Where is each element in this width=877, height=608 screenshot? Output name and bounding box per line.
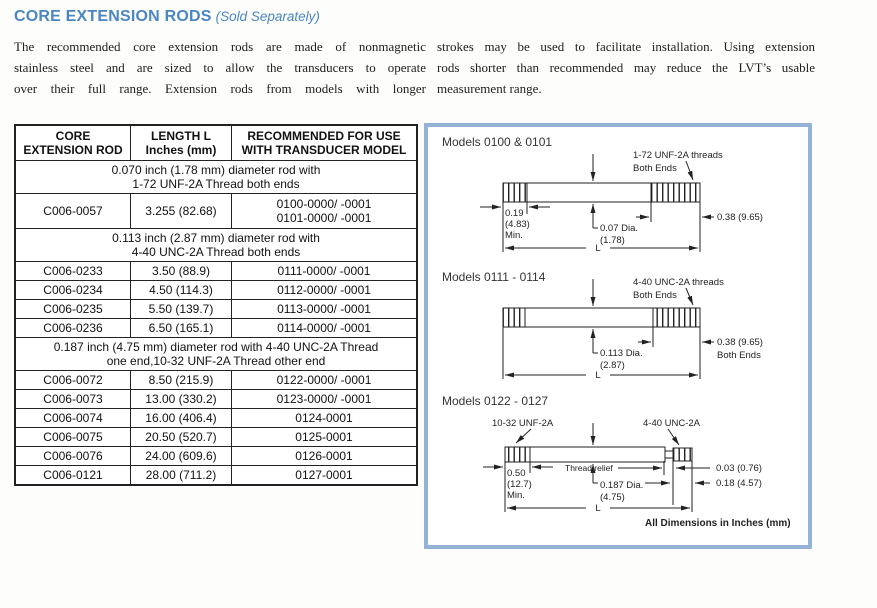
dim-label: 0.19	[505, 208, 524, 219]
dim-label: 0.03 (0.76)	[716, 463, 762, 474]
thread-relief-label: Thread relief	[565, 463, 613, 473]
dimension-diagrams-panel	[424, 123, 812, 549]
dim-label: (4.75)	[600, 492, 625, 503]
thread-left	[505, 447, 530, 462]
thread-relief-neck	[665, 451, 673, 458]
rod-cell: C006-0121	[15, 466, 131, 486]
thread-label: 4-40 UNC-2A threads	[633, 277, 724, 288]
dim-label: 0.50	[507, 468, 526, 479]
core-extension-rod-table	[14, 124, 418, 486]
dim-label: (4.83)	[505, 219, 530, 230]
dim-label: 0.07 Dia.	[600, 223, 639, 234]
section-note-line: 1-72 UNF-2A Thread both ends	[132, 177, 300, 191]
rod-cell: C006-0075	[15, 428, 131, 447]
models-cell-line: 0100-0000/ -0001	[276, 197, 372, 211]
length-cell: 5.50 (139.7)	[131, 300, 232, 319]
table-row	[15, 300, 417, 319]
section-note-row	[15, 338, 417, 371]
page-title	[14, 8, 320, 26]
dim-label: Min.	[505, 230, 523, 241]
length-cell: 4.50 (114.3)	[131, 281, 232, 300]
models-cell: 0111-0000/ -0001	[232, 262, 418, 281]
rod-cell: C006-0073	[15, 390, 131, 409]
models-cell: 0114-0000/ -0001	[232, 319, 418, 338]
thread-left	[503, 183, 527, 202]
dim-label: (12.7)	[507, 479, 532, 490]
models-cell-line: 0101-0000/ -0001	[276, 211, 372, 225]
rod-cell: C006-0072	[15, 371, 131, 390]
column-header-length	[131, 125, 232, 161]
length-cell: 3.50 (88.9)	[131, 262, 232, 281]
thread-label: Both Ends	[633, 290, 677, 301]
length-cell: 20.50 (520.7)	[131, 428, 232, 447]
table-row	[15, 281, 417, 300]
table-row	[15, 319, 417, 338]
thread-left	[503, 308, 525, 327]
dimensions-note: All Dimensions in Inches (mm)	[645, 518, 791, 529]
length-cell: 6.50 (165.1)	[131, 319, 232, 338]
section-note-line: 0.187 inch (4.75 mm) diameter rod with 4-40 UNC-2A Thread	[53, 340, 379, 354]
models-cell: 0123-0000/ -0001	[232, 390, 418, 409]
dim-label: (2.87)	[600, 360, 625, 371]
section-note-row	[15, 229, 417, 262]
intro-paragraph-right	[437, 36, 815, 99]
section-note-line: one end,10-32 UNF-2A Thread other end	[106, 354, 326, 368]
table-row	[15, 390, 417, 409]
models-cell: 0122-0000/ -0001	[232, 371, 418, 390]
thread-leader-arrow	[668, 429, 679, 445]
diagram-title: Models 0122 - 0127	[442, 394, 549, 408]
thread-right	[651, 183, 700, 202]
column-header-line: RECOMMENDED FOR USE	[247, 129, 401, 143]
intro-line: rods shorter than recommended may reduce the LVT’s usable	[437, 60, 815, 75]
dim-label: Min.	[507, 490, 525, 501]
table-row	[15, 428, 417, 447]
column-header-core-extension-rod	[15, 125, 131, 161]
dim-label: 0.113 Dia.	[600, 348, 643, 359]
column-header-recommended-model	[232, 125, 418, 161]
section-note-cell	[15, 161, 417, 194]
diagram-title: Models 0111 - 0114	[442, 270, 546, 284]
rod-cell: C006-0074	[15, 409, 131, 428]
models-cell: 0127-0001	[232, 466, 418, 486]
rod-cell: C006-0234	[15, 281, 131, 300]
column-header-line: CORE	[55, 129, 91, 143]
intro-line: over their full range. Extension rods from models with longer	[14, 81, 426, 96]
dim-label: Both Ends	[717, 350, 761, 361]
thread-label: 4-40 UNC-2A	[643, 418, 701, 429]
rod-cell: C006-0235	[15, 300, 131, 319]
length-cell: 24.00 (609.6)	[131, 447, 232, 466]
column-header-line: WITH TRANSDUCER MODEL	[241, 143, 407, 157]
rod-cell: C006-0076	[15, 447, 131, 466]
dim-label: (1.78)	[600, 235, 625, 246]
length-label: L	[595, 370, 601, 381]
thread-leader-arrow	[686, 288, 693, 305]
table-row	[15, 262, 417, 281]
diagram-models-0100-0101	[442, 135, 763, 254]
dim-label: 0.18 (4.57)	[716, 478, 762, 489]
diagram-models-0122-0127	[442, 394, 791, 529]
section-note-cell	[15, 338, 417, 371]
rod-dimension-drawings	[428, 127, 808, 545]
diagram-title: Models 0100 & 0101	[442, 135, 553, 149]
page-title-subtitle: (Sold Separately)	[215, 9, 320, 24]
models-cell	[232, 194, 418, 229]
length-cell: 8.50 (215.9)	[131, 371, 232, 390]
thread-leader-arrow	[686, 161, 693, 180]
table-header-row	[15, 125, 417, 161]
dim-label: 0.187 Dia.	[600, 480, 644, 491]
dim-label: 0.38 (9.65)	[717, 337, 763, 348]
thread-leader-arrow	[516, 429, 531, 443]
diagram-models-0111-0114	[442, 270, 763, 381]
intro-line: stainless steel and are sized to allow the transducers to operate	[14, 60, 426, 75]
rod-cell: C006-0057	[15, 194, 131, 229]
section-note-line: 0.070 inch (1.78 mm) diameter rod with	[111, 163, 321, 177]
intro-line: measurement range.	[437, 81, 542, 96]
thread-label: Both Ends	[633, 163, 677, 174]
column-header-line: Inches (mm)	[145, 143, 217, 157]
table-row	[15, 466, 417, 486]
column-header-line: LENGTH L	[151, 129, 211, 143]
intro-line: strokes may be used to facilitate installation. Using extension	[437, 39, 815, 54]
length-cell: 13.00 (330.2)	[131, 390, 232, 409]
models-cell: 0125-0001	[232, 428, 418, 447]
page-title-text: CORE EXTENSION RODS	[14, 8, 212, 25]
models-cell: 0112-0000/ -0001	[232, 281, 418, 300]
length-label: L	[595, 243, 601, 254]
table-row	[15, 371, 417, 390]
rod-cell: C006-0233	[15, 262, 131, 281]
models-cell: 0124-0001	[232, 409, 418, 428]
section-note-line: 0.113 inch (2.87 mm) diameter rod with	[112, 231, 320, 245]
section-note-row	[15, 161, 417, 194]
section-note-line: 4-40 UNC-2A Thread both ends	[131, 245, 301, 259]
length-label: L	[595, 503, 601, 514]
length-cell: 3.255 (82.68)	[131, 194, 232, 229]
table-row	[15, 194, 417, 229]
intro-line: The recommended core extension rods are made of nonmagnetic	[14, 39, 426, 54]
table-row	[15, 409, 417, 428]
intro-paragraph-left	[14, 36, 426, 99]
length-cell: 28.00 (711.2)	[131, 466, 232, 486]
models-cell: 0113-0000/ -0001	[232, 300, 418, 319]
table-row	[15, 447, 417, 466]
models-cell: 0126-0001	[232, 447, 418, 466]
dim-label: 0.38 (9.65)	[717, 212, 763, 223]
section-note-cell	[15, 229, 417, 262]
thread-label: 1-72 UNF-2A threads	[633, 150, 723, 161]
thread-label: 10-32 UNF-2A	[492, 418, 554, 429]
thread-right	[653, 308, 700, 327]
rod-cell: C006-0236	[15, 319, 131, 338]
length-cell: 16.00 (406.4)	[131, 409, 232, 428]
thread-right	[673, 448, 692, 461]
column-header-line: EXTENSION ROD	[23, 143, 123, 157]
